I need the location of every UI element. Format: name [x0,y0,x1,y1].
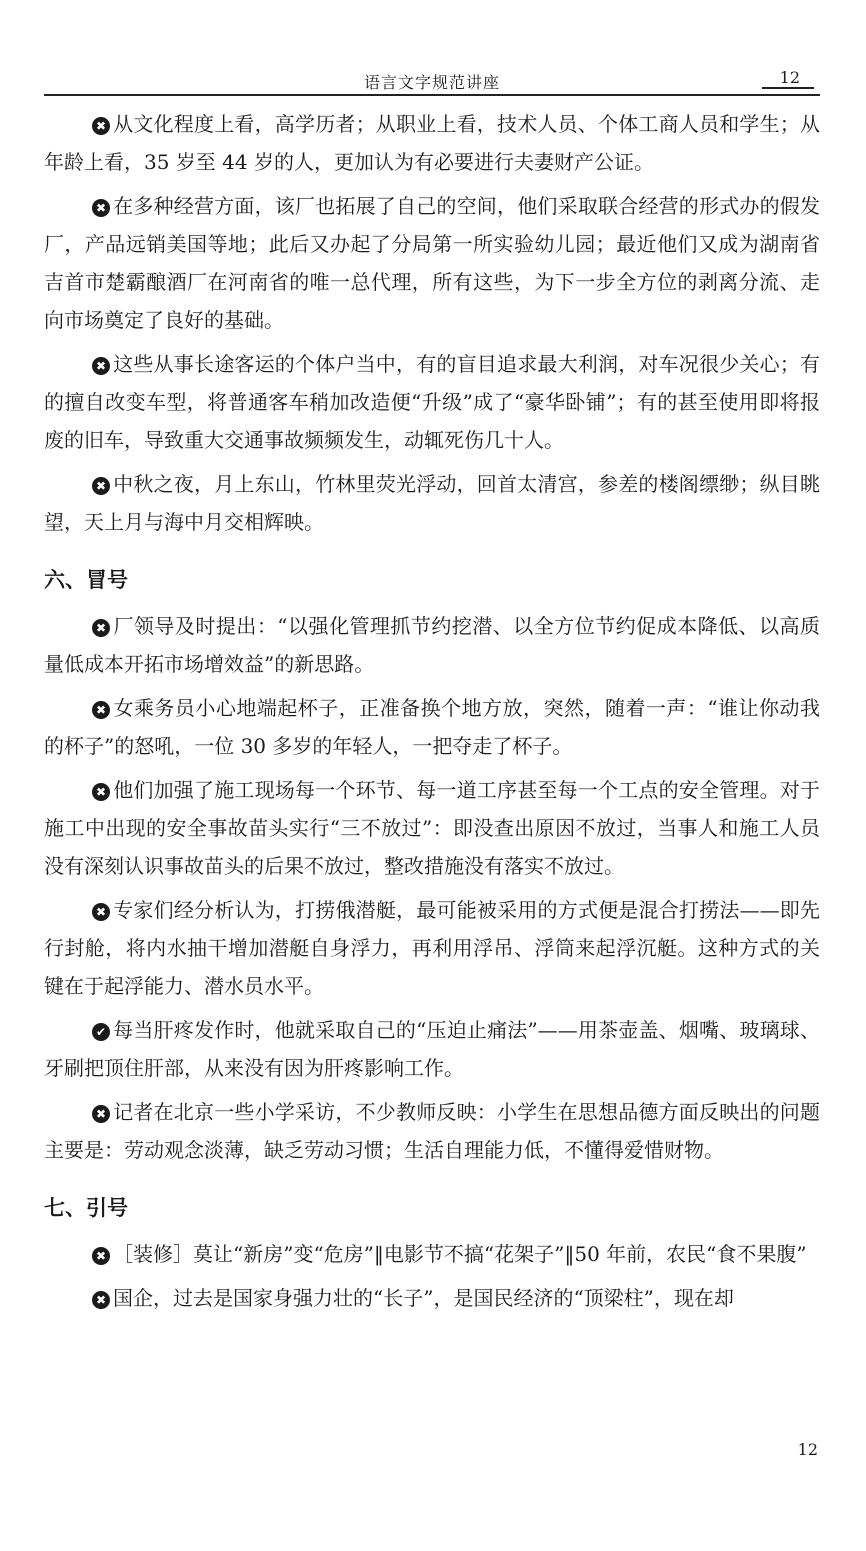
example-text: 国企，过去是国家身强力壮的“长子”，是国民经济的“顶梁柱”，现在却 [113,1286,734,1310]
header-page-number: 12 [762,68,814,89]
example-entry [44,891,820,1005]
example-text: 这些从事长途客运的个体户当中，有的盲目追求最大利润，对车况很少关心；有的擅自改变车型，将普通客车稍加改造便“升级”成了“豪华卧铺”；有的甚至使用即将报废的旧车，导致重大交通事故频频发生，动辄死伤几十人。 [44,352,820,452]
wrong-mark-icon: ✖ [92,701,110,719]
example-entry [44,465,820,541]
example-entry [44,607,820,683]
example-text: 女乘务员小心地端起杯子，正准备换个地方放，突然，随着一声：“谁让你动我的杯子”的怒吼，一位 30 多岁的年轻人，一把夺走了杯子。 [44,696,820,758]
example-entry [44,1235,820,1273]
wrong-mark-icon: ✖ [92,199,110,217]
example-entry [44,1011,820,1087]
example-entry [44,187,820,339]
example-entry [44,105,820,181]
wrong-mark-icon: ✖ [92,1247,110,1265]
wrong-mark-icon: ✖ [92,117,110,135]
example-text: 记者在北京一些小学采访，不少教师反映：小学生在思想品德方面反映出的问题主要是：劳动观念淡薄，缺乏劳动习惯；生活自理能力低，不懂得爱惜财物。 [44,1100,820,1162]
example-entry [44,345,820,459]
example-entry [44,1279,820,1317]
example-text: 中秋之夜，月上东山，竹林里荧光浮动，回首太清宫，参差的楼阁缥缈；纵目眺望，天上月与海中月交相辉映。 [44,472,820,534]
example-entry [44,689,820,765]
example-entry [44,1093,820,1169]
example-text: 专家们经分析认为，打捞俄潜艇，最可能被采用的方式便是混合打捞法——即先行封舱，将内水抽干增加潜艇自身浮力，再利用浮吊、浮筒来起浮沉艇。这种方式的关键在于起浮能力、潜水员水平。 [44,898,820,998]
example-text: 从文化程度上看，高学历者；从职业上看，技术人员、个体工商人员和学生；从年龄上看，35 岁至 44 岁的人，更加认为有必要进行夫妻财产公证。 [44,112,820,174]
footer-page-number: 12 [797,1440,818,1459]
wrong-mark-icon: ✖ [92,1291,110,1309]
wrong-mark-icon: ✖ [92,477,110,495]
example-entry [44,771,820,885]
wrong-mark-icon: ✖ [92,357,110,375]
page-body [44,105,820,1323]
section-heading-colon: 六、冒号 [44,568,128,592]
running-header [44,64,820,96]
example-text: 他们加强了施工现场每一个环节、每一道工序甚至每一个工点的安全管理。对于施工中出现的安全事故苗头实行“三不放过”：即没查出原因不放过，当事人和施工人员没有深刻认识事故苗头的后果不放过，整改措施没有落实不放过。 [44,778,820,878]
example-text: ［装修］莫让“新房”变“危房”‖电影节不搞“花架子”‖50 年前，农民“食不果腹” [113,1242,807,1266]
header-title: 语言文字规范讲座 [363,73,500,92]
example-text: 在多种经营方面，该厂也拓展了自己的空间，他们采取联合经营的形式办的假发厂，产品远销美国等地；此后又办起了分局第一所实验幼儿园；最近他们又成为湖南省吉首市楚霸酿酒厂在河南省的唯一总代理，所有这些，为下一步全方位的剥离分流、走向市场奠定了良好的基础。 [44,194,820,332]
wrong-mark-icon: ✖ [92,619,110,637]
example-text: 每当肝疼发作时，他就采取自己的“压迫止痛法”——用茶壶盖、烟嘴、玻璃球、牙刷把顶住肝部，从来没有因为肝疼影响工作。 [44,1018,820,1080]
check-mark-icon: ✔ [92,1023,110,1041]
wrong-mark-icon: ✖ [92,1105,110,1123]
example-text: 厂领导及时提出：“以强化管理抓节约挖潜、以全方位节约促成本降低、以高质量低成本开拓市场增效益”的新思路。 [44,614,820,676]
wrong-mark-icon: ✖ [92,903,110,921]
section-heading-quotes: 七、引号 [44,1196,128,1220]
wrong-mark-icon: ✖ [92,783,110,801]
